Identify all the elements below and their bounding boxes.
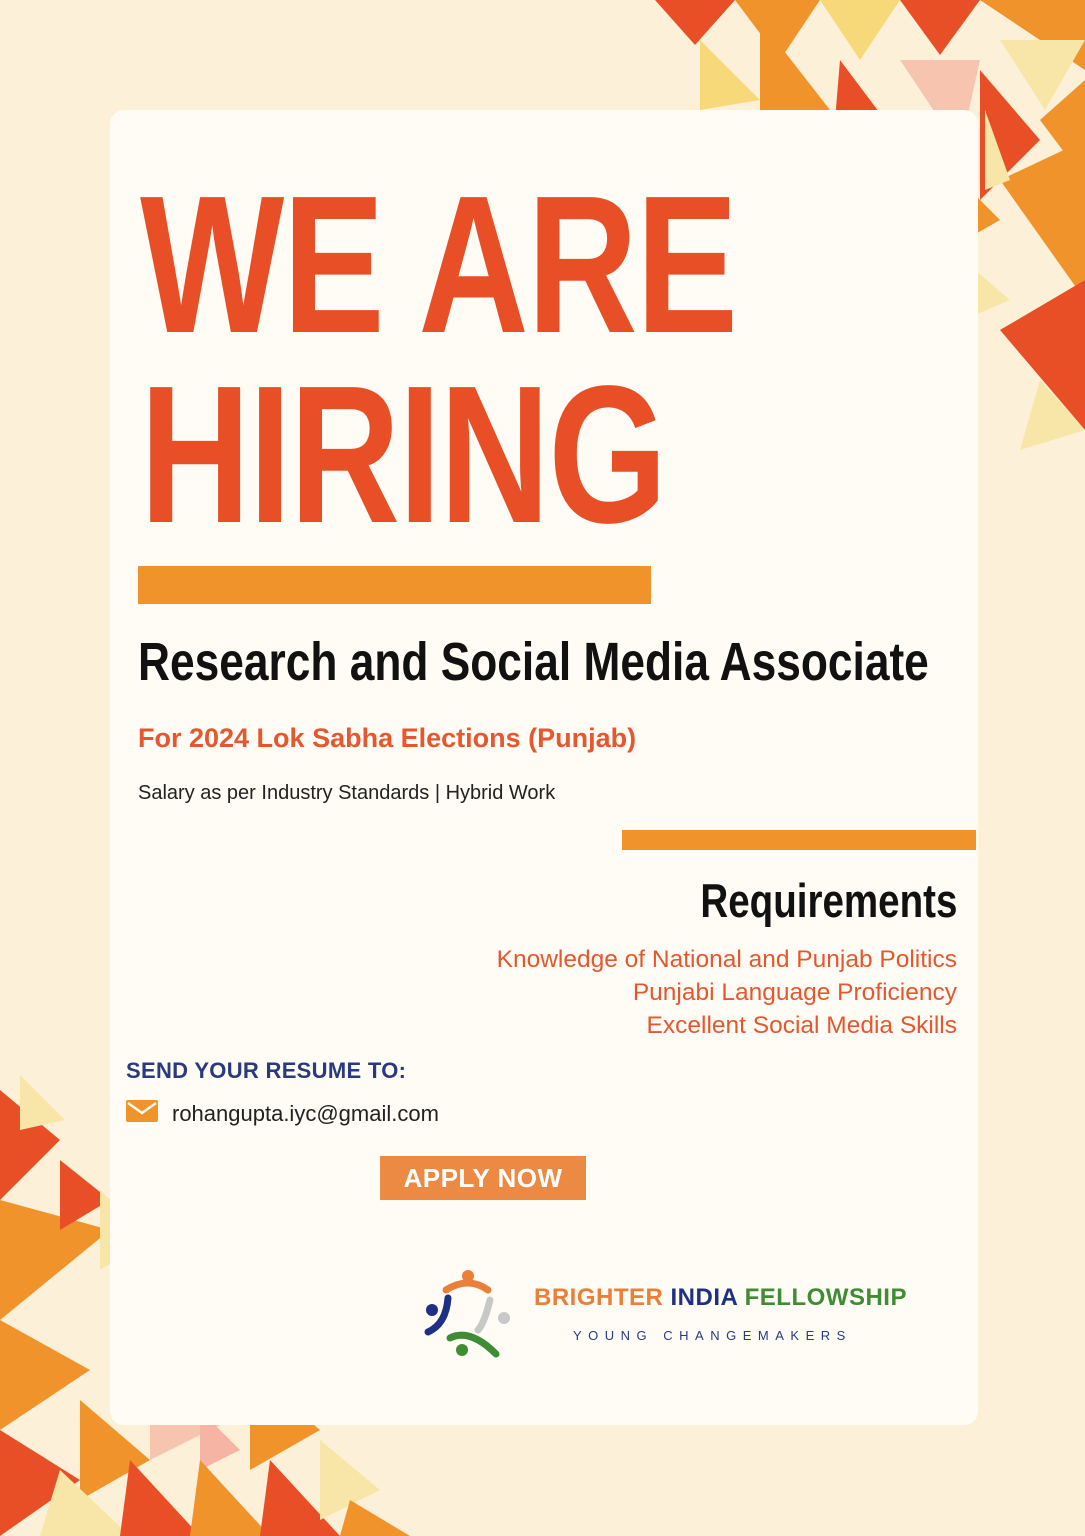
requirement-item: Punjabi Language Proficiency (632, 979, 957, 1006)
email-address[interactable]: rohangupta.iyc@gmail.com (172, 1100, 439, 1126)
brand-word-brighter: BRIGHTER (534, 1284, 664, 1311)
requirements-title: Requirements (699, 874, 957, 927)
accent-bar-top (138, 566, 651, 604)
envelope-icon (126, 1100, 158, 1127)
brand-word-fellowship: FELLOWSHIP (744, 1284, 907, 1311)
requirements-list (497, 943, 957, 1042)
brand-tagline: YOUNG CHANGEMAKERS (573, 1328, 852, 1343)
headline-line-1: WE ARE (140, 155, 737, 374)
requirement-item: Excellent Social Media Skills (646, 1012, 957, 1039)
job-subtitle: For 2024 Lok Sabha Elections (Punjab) (138, 723, 637, 753)
requirement-item: Knowledge of National and Punjab Politics (496, 946, 957, 973)
salary-line: Salary as per Industry Standards | Hybrid Work (138, 782, 556, 804)
headline-line-2: HIRING (140, 345, 666, 564)
brand-name (534, 1284, 907, 1312)
send-resume-title: SEND YOUR RESUME TO: (126, 1058, 407, 1083)
job-title: Research and Social Media Associate (138, 632, 929, 692)
apply-now-button[interactable]: APPLY NOW (380, 1156, 586, 1200)
hiring-headline (140, 155, 737, 564)
accent-bar-right (622, 830, 976, 850)
brand-word-india: INDIA (670, 1284, 738, 1311)
email-row[interactable] (126, 1100, 439, 1127)
people-circle-logo-icon (420, 1268, 520, 1365)
